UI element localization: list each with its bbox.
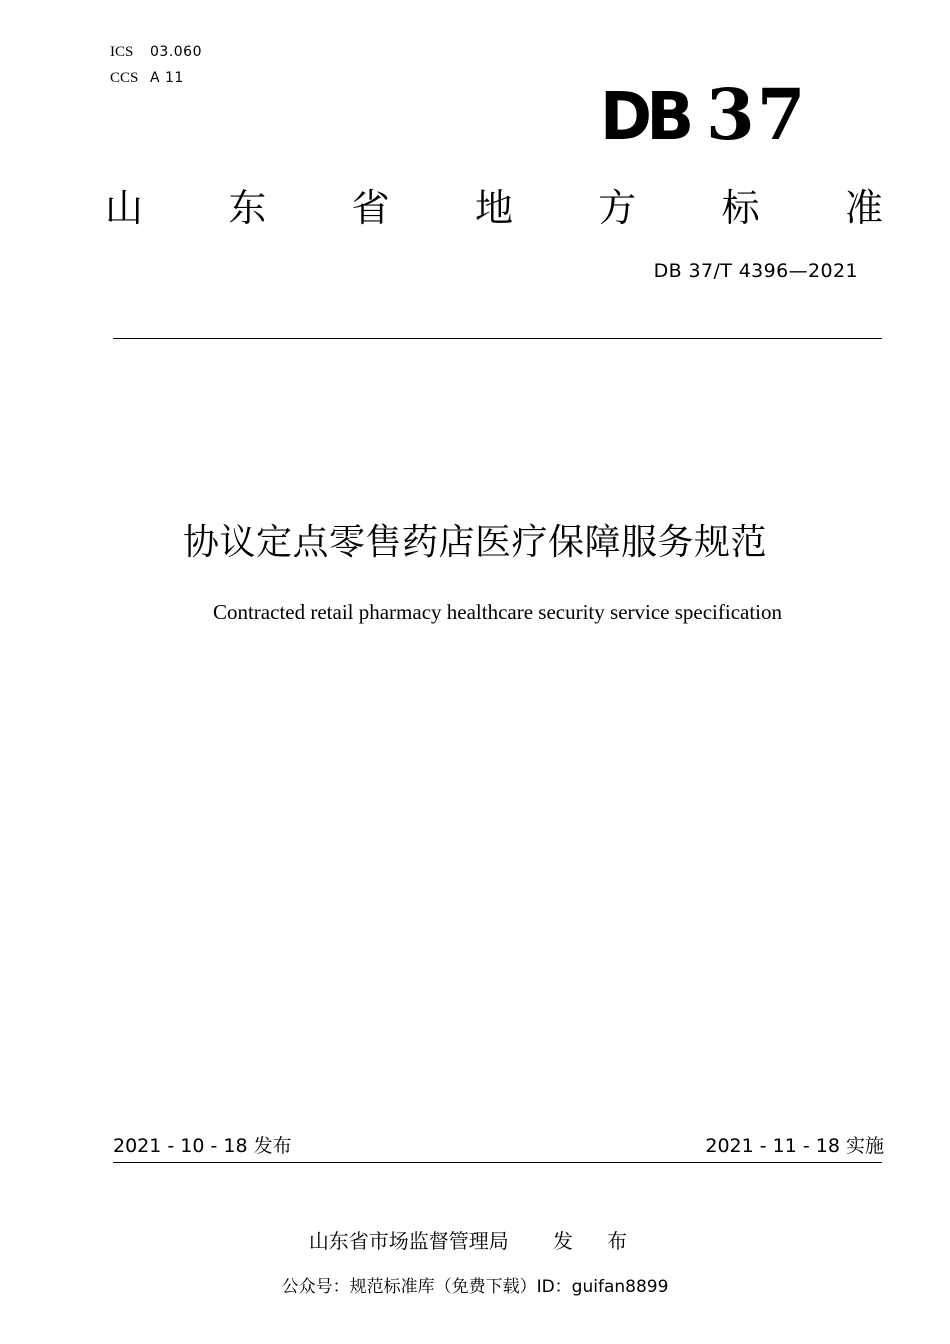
category-char: 地 [474, 186, 513, 230]
standard-category-heading [104, 180, 884, 236]
logo-db-text: DB [600, 78, 689, 155]
ics-value: 03.060 [150, 44, 202, 60]
category-char: 山 [104, 186, 143, 230]
category-char: 方 [598, 186, 637, 230]
ccs-value: A 11 [150, 70, 184, 86]
publish-date: 2021 - 10 - 18 发布 [113, 1135, 292, 1157]
db37-logo [600, 73, 815, 156]
standard-number: DB 37/T 4396—2021 [653, 260, 858, 282]
ccs-label: CCS [110, 70, 139, 86]
category-char: 省 [351, 186, 390, 230]
category-char: 东 [228, 186, 267, 230]
issuer-line [0, 1226, 950, 1256]
implement-date: 2021 - 11 - 18 实施 [705, 1135, 884, 1157]
issuer-name: 山东省市场监督管理局 [308, 1229, 509, 1253]
ccs-code [110, 70, 184, 90]
category-char: 标 [721, 186, 760, 230]
document-title: 协议定点零售药店医疗保障服务规范 [182, 522, 767, 563]
bottom-divider [113, 1162, 882, 1163]
ics-code [110, 44, 202, 64]
issuer-action: 发 布 [552, 1229, 642, 1253]
ics-label: ICS [110, 44, 134, 60]
logo-province-number: 37 [706, 73, 808, 156]
footer-watermark-note: 公众号：规范标准库（免费下载）ID：guifan8899 [281, 1277, 669, 1297]
document-subtitle-english: Contracted retail pharmacy healthcare security service specification [212, 600, 783, 624]
top-divider [113, 338, 882, 339]
category-char: 准 [844, 186, 883, 230]
